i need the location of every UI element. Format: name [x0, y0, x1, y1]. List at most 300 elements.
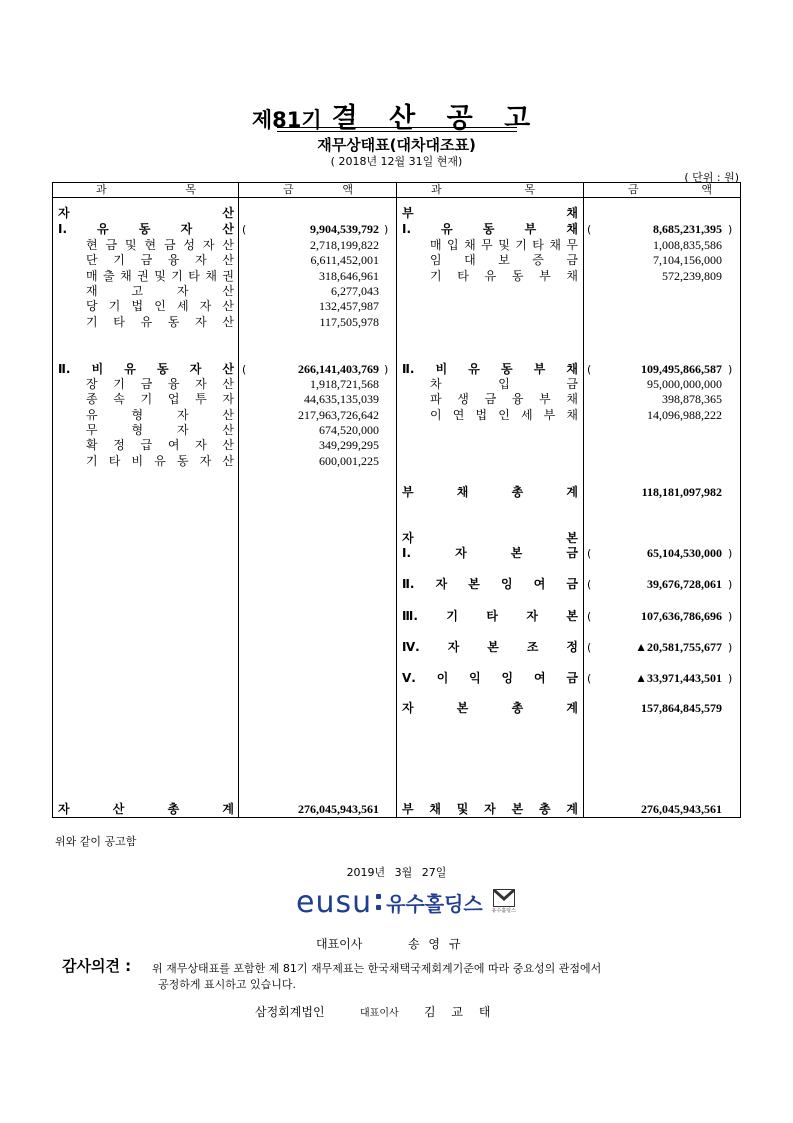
label-char: 정: [566, 639, 578, 654]
label-char: 산: [222, 407, 234, 422]
label-char: 부: [524, 222, 537, 236]
label-char: 잉: [501, 671, 514, 686]
asset-item-label: [86, 392, 234, 407]
label-char: 유: [140, 314, 153, 329]
liability-item-label: [430, 377, 578, 392]
label-char: 타: [457, 268, 469, 283]
label-char: Ⅰ.: [402, 222, 412, 236]
statement-subtitle: 재무상태표(대차대조표): [317, 136, 476, 154]
noncurrent-assets-heading: [58, 362, 234, 377]
label-char: 본: [468, 577, 480, 592]
asset-item-amount: 349,299,295: [319, 438, 379, 453]
assets-section-heading: [58, 206, 234, 221]
label-char: 자: [58, 206, 70, 220]
asset-item-label: [86, 253, 234, 268]
close-paren: ): [728, 578, 733, 592]
header-char: 목: [185, 183, 196, 196]
label-char: 및: [124, 238, 137, 252]
title-underline-2: [277, 131, 517, 132]
header-subject-left: [96, 183, 196, 197]
label-char: 융: [167, 377, 180, 391]
liability-item-amount: 1,008,835,586: [653, 238, 722, 252]
logo-mark-text: 유수홀딩스: [491, 908, 516, 914]
label-char: 및: [154, 268, 166, 283]
label-char: 채: [456, 485, 469, 499]
audit-opinion-line-1: 위 재무상태표를 포함한 제 81기 재무제표는 한국채택국제회계기준에 따라 중요성의 관점에서: [152, 962, 602, 975]
label-char: 본: [456, 701, 469, 715]
label-char: Ⅳ.: [402, 639, 420, 654]
label-char: 부: [533, 362, 546, 376]
close-paren: ): [728, 640, 733, 654]
total-equity-label: [402, 701, 578, 716]
label-char: 자: [199, 453, 212, 468]
total-liabilities-label: [402, 485, 578, 500]
label-char: 자: [180, 222, 193, 236]
label-char: 동: [156, 362, 169, 376]
label-char: 인: [498, 407, 510, 422]
header-subject-right: [431, 183, 535, 197]
label-char: 채: [566, 407, 578, 422]
label-char: 형: [131, 422, 144, 437]
open-paren: (: [587, 672, 592, 686]
asset-item-amount: 117,505,978: [319, 314, 379, 329]
label-char: 채: [566, 362, 578, 376]
label-char: 자: [195, 377, 207, 391]
label-char: Ⅱ.: [402, 577, 415, 592]
audit-firm-ceo-title: 대표이사: [360, 1008, 399, 1019]
label-char: 동: [511, 268, 524, 283]
label-char: 채: [566, 268, 578, 283]
label-char: 여: [533, 671, 546, 686]
equity-item-amount: ▲33,971,443,501: [635, 671, 722, 686]
label-char: 임: [430, 253, 442, 268]
label-char: 본: [511, 802, 524, 816]
label-char: 타: [188, 268, 200, 283]
label-char: 조: [526, 639, 539, 654]
label-char: 자: [402, 701, 414, 715]
label-char: 본: [566, 531, 578, 545]
label-char: 기: [86, 453, 98, 468]
label-char: 단: [86, 253, 98, 268]
liability-item-label: [430, 408, 578, 423]
label-char: 무: [86, 422, 98, 437]
label-char: 기: [171, 268, 183, 283]
label-char: Ⅱ.: [402, 362, 415, 376]
asset-item-amount: 2,718,199,822: [310, 238, 379, 252]
audit-firm: 삼정회계법인: [255, 1005, 325, 1019]
label-char: 자: [447, 639, 460, 654]
label-char: 자: [199, 299, 212, 314]
label-char: 및: [498, 238, 510, 252]
label-char: 산: [222, 222, 234, 236]
ceo-name: 송 영 규: [408, 937, 461, 951]
title-underline: [277, 127, 517, 128]
label-char: 유: [441, 222, 453, 236]
label-char: 현: [144, 238, 157, 252]
label-char: 본: [566, 608, 578, 623]
open-paren: (: [587, 223, 592, 236]
label-char: 산: [222, 438, 234, 453]
equity-item-label: [402, 577, 578, 592]
logo-korean: 유수홀딩스: [386, 891, 483, 916]
liability-item-amount: 14,096,988,222: [647, 407, 722, 422]
label-char: 타: [113, 314, 125, 329]
header-amount-right: [628, 183, 712, 197]
label-char: 매: [86, 268, 98, 283]
label-char: 동: [167, 314, 180, 329]
label-char: 동: [138, 222, 151, 236]
label-char: 산: [112, 802, 125, 816]
total-equity-amount: 157,864,845,579: [641, 701, 722, 715]
label-char: 본: [487, 639, 499, 654]
label-char: 정: [113, 438, 125, 453]
column-divider: [396, 182, 397, 818]
label-char: 무: [566, 238, 578, 252]
asset-item-amount: 132,457,987: [319, 299, 379, 314]
asset-item-label: [86, 284, 234, 299]
label-char: 자: [195, 314, 207, 329]
label-char: Ⅱ.: [58, 362, 71, 376]
label-char: 총: [511, 485, 524, 499]
label-char: 자: [526, 608, 538, 623]
notice-text: 위와 같이 공고함: [55, 835, 137, 848]
label-char: 여: [167, 438, 180, 453]
liability-item-label: [430, 253, 578, 268]
label-char: 계: [566, 802, 578, 816]
label-char: 채: [566, 222, 578, 236]
asset-item-amount: 318,646,961: [319, 268, 379, 283]
open-paren: (: [587, 363, 592, 376]
label-char: 산: [222, 453, 234, 468]
title-text: 결 산 공 고: [331, 103, 542, 134]
label-char: 산: [222, 206, 234, 220]
label-char: 금: [163, 238, 176, 252]
label-char: 자: [435, 577, 448, 592]
label-char: 재: [86, 283, 98, 298]
label-char: 보: [498, 253, 510, 268]
label-char: 산: [222, 377, 234, 391]
label-char: 산: [222, 299, 234, 314]
close-paren: ): [728, 609, 733, 623]
header-char: 금: [283, 183, 294, 196]
label-char: 장: [86, 377, 98, 391]
label-char: 산: [222, 422, 234, 437]
close-paren: ): [728, 223, 733, 236]
equity-section-heading: [402, 531, 578, 546]
asset-item-label: [86, 299, 234, 314]
asset-item-label: [86, 269, 234, 284]
audit-opinion-label: 감사의견 :: [62, 957, 132, 975]
label-char: 차: [430, 377, 442, 391]
label-char: 부: [539, 392, 551, 407]
total-liabilities-equity-label: [402, 802, 578, 817]
column-divider: [238, 182, 239, 818]
liabilities-section-heading: [402, 206, 578, 221]
label-char: 세: [520, 407, 533, 422]
label-char: 권: [222, 268, 234, 283]
header-char: 목: [524, 183, 535, 196]
notice-title: [0, 96, 793, 135]
label-char: 동: [482, 222, 495, 236]
label-char: 계: [566, 701, 578, 715]
label-char: 기: [140, 392, 153, 407]
label-char: Ⅲ.: [402, 608, 418, 623]
label-char: 자: [195, 253, 207, 268]
label-char: 여: [533, 577, 546, 592]
header-char: 과: [96, 183, 107, 196]
label-char: 부: [539, 268, 551, 283]
label-char: 금: [140, 253, 153, 268]
label-char: 채: [429, 802, 441, 816]
label-char: 총: [511, 701, 524, 715]
label-char: 금: [566, 671, 578, 686]
label-char: 법: [131, 299, 144, 314]
open-paren: (: [587, 640, 592, 654]
label-char: 금: [484, 392, 497, 407]
label-char: 잉: [500, 577, 513, 592]
liability-item-label: [430, 238, 578, 253]
equity-item-amount: 39,676,728,061: [647, 577, 722, 592]
label-char: 자: [484, 802, 496, 816]
label-char: 현: [86, 238, 98, 252]
label-char: 동: [176, 453, 189, 468]
label-char: 채: [566, 206, 578, 220]
label-char: 유: [154, 453, 166, 468]
label-char: 증: [532, 253, 544, 268]
label-char: 채: [205, 268, 217, 283]
label-char: 비: [91, 362, 104, 376]
label-char: 고: [131, 283, 144, 298]
label-char: 및: [456, 802, 469, 816]
asset-item-label: [86, 238, 234, 253]
logo-colon-icon: [376, 892, 381, 912]
header-char: 액: [701, 183, 712, 196]
label-char: 계: [566, 485, 578, 499]
label-char: 산: [222, 253, 234, 268]
label-char: 자: [176, 422, 189, 437]
noncurrent-liabilities-heading: [402, 362, 578, 377]
notice-date: 2019년 3월 27일: [346, 866, 447, 879]
label-char: 이: [430, 407, 442, 422]
asset-item-label: [86, 408, 234, 423]
label-char: 업: [167, 392, 180, 407]
close-paren: ): [384, 223, 389, 236]
label-char: 금: [105, 238, 118, 252]
label-char: Ⅰ.: [58, 222, 68, 236]
asset-item-amount: 6,277,043: [331, 283, 379, 298]
label-char: 타: [108, 453, 121, 468]
label-char: 생: [457, 392, 469, 407]
label-char: 익: [469, 671, 481, 686]
label-char: 비: [131, 453, 144, 468]
label-char: 성: [183, 238, 196, 252]
label-char: 유: [484, 268, 497, 283]
label-char: 자: [222, 392, 234, 407]
liability-item-amount: 398,878,365: [662, 392, 722, 407]
label-char: 자: [202, 238, 215, 252]
close-paren: ): [728, 363, 733, 376]
liability-item-label: [430, 392, 578, 407]
label-char: 부: [402, 206, 414, 220]
label-char: 타: [532, 238, 544, 252]
label-char: 계: [222, 802, 234, 816]
equity-item-amount: ▲20,581,755,677: [635, 639, 722, 654]
label-char: 입: [498, 377, 510, 391]
label-char: 산: [222, 283, 234, 298]
equity-item-label: [402, 671, 578, 686]
label-char: 확: [86, 438, 98, 453]
unit-label: ( 단위 : 원): [684, 171, 739, 184]
label-char: 파: [430, 392, 442, 407]
label-char: 무: [481, 238, 493, 252]
statement-date: ( 2018년 12월 31일 현재): [330, 155, 463, 168]
label-char: 법: [475, 407, 488, 422]
total-liabilities-equity-amount: 276,045,943,561: [641, 802, 722, 816]
label-char: 채: [549, 238, 561, 252]
label-char: 출: [103, 268, 115, 283]
label-char: 기: [515, 238, 527, 252]
label-char: 투: [195, 392, 207, 407]
liability-item-amount: 95,000,000,000: [647, 377, 722, 391]
label-char: 자: [58, 802, 70, 816]
label-char: 종: [86, 392, 98, 407]
asset-item-amount: 6,611,452,001: [310, 253, 379, 268]
label-char: 타: [486, 608, 498, 623]
asset-item-label: [86, 438, 234, 453]
label-char: 기: [446, 608, 458, 623]
asset-item-amount: 600,001,225: [319, 453, 379, 468]
header-char: 금: [628, 183, 639, 196]
label-char: 부: [402, 485, 414, 499]
open-paren: (: [587, 609, 592, 623]
label-char: 유: [97, 222, 109, 236]
column-divider: [583, 182, 584, 818]
company-logo: [296, 884, 515, 920]
label-char: 대: [464, 253, 476, 268]
equity-item-label: [402, 640, 578, 655]
label-char: 세: [176, 299, 189, 314]
current-liabilities-total: 8,685,231,395: [653, 222, 722, 236]
label-char: 금: [566, 577, 578, 592]
label-char: 급: [140, 438, 153, 453]
asset-item-label: [86, 377, 234, 392]
audit-opinion-line-2: 공정하게 표시하고 있습니다.: [158, 978, 297, 991]
label-char: 연: [452, 407, 465, 422]
label-char: 자: [176, 283, 189, 298]
current-liabilities-heading: [402, 222, 578, 237]
asset-item-amount: 1,918,721,568: [310, 377, 379, 391]
label-char: 기: [113, 377, 125, 391]
label-char: 총: [167, 802, 180, 816]
label-char: 유: [86, 407, 98, 422]
asset-item-amount: 44,635,135,039: [304, 392, 379, 407]
label-char: 입: [447, 238, 459, 252]
label-char: 속: [113, 392, 125, 407]
current-assets-heading: [58, 222, 234, 237]
current-assets-total: 9,904,539,792: [310, 222, 379, 236]
label-char: 비: [435, 362, 448, 376]
label-char: 금: [140, 377, 153, 391]
label-char: 권: [137, 268, 149, 283]
open-paren: (: [587, 547, 592, 560]
label-char: 형: [131, 407, 144, 422]
asset-item-amount: 674,520,000: [319, 422, 379, 437]
logo-latin: eusu: [296, 884, 373, 920]
liability-item-amount: 572,239,809: [662, 268, 722, 283]
label-char: 기: [430, 268, 442, 283]
equity-item-amount: 107,636,786,696: [641, 608, 722, 623]
close-paren: ): [728, 672, 733, 686]
header-amount-left: [283, 183, 353, 197]
label-char: 산: [222, 238, 234, 252]
noncurrent-liabilities-total: 109,495,866,587: [641, 362, 722, 376]
label-char: Ⅴ.: [402, 671, 416, 686]
total-liabilities-amount: 118,181,097,982: [641, 485, 722, 499]
label-char: 금: [566, 253, 578, 268]
label-char: Ⅰ.: [402, 546, 412, 560]
label-char: 총: [538, 802, 551, 816]
logo-mark-icon: [493, 889, 515, 915]
label-char: 채: [566, 392, 578, 407]
label-char: 기: [86, 314, 98, 329]
label-char: 본: [510, 546, 523, 560]
close-paren: ): [728, 547, 733, 560]
label-char: 융: [167, 253, 180, 268]
total-assets-amount: 276,045,943,561: [298, 802, 379, 816]
label-char: 금: [566, 377, 578, 391]
open-paren: (: [587, 578, 592, 592]
period-label: 제81기: [251, 108, 322, 132]
ceo-title: 대표이사: [316, 937, 363, 951]
open-paren: (: [242, 363, 247, 376]
label-char: 산: [222, 314, 234, 329]
label-char: 채: [120, 268, 132, 283]
label-char: 유: [468, 362, 480, 376]
label-char: 자: [176, 407, 189, 422]
equity-item-label: [402, 609, 578, 624]
audit-firm-ceo-name: 김 교 태: [424, 1005, 491, 1019]
label-char: 인: [154, 299, 166, 314]
label-char: 부: [543, 407, 556, 422]
asset-item-label: [86, 315, 234, 330]
liability-item-amount: 7,104,156,000: [653, 253, 722, 268]
asset-item-amount: 217,963,726,642: [298, 407, 379, 422]
label-char: 융: [511, 392, 524, 407]
label-char: 자: [455, 546, 467, 560]
label-char: 채: [464, 238, 476, 252]
equity-item-amount: 65,104,530,000: [647, 546, 722, 560]
label-char: 부: [402, 802, 414, 816]
open-paren: (: [242, 223, 247, 236]
label-char: 이: [436, 671, 449, 686]
label-char: 매: [430, 238, 442, 252]
label-char: 자: [195, 438, 207, 453]
label-char: 자: [402, 531, 414, 545]
label-char: 동: [500, 362, 513, 376]
close-paren: ): [384, 363, 389, 376]
label-char: 당: [86, 299, 98, 314]
noncurrent-assets-total: 266,141,403,769: [298, 362, 379, 376]
label-char: 기: [113, 253, 125, 268]
label-char: 자: [189, 362, 202, 376]
asset-item-label: [86, 454, 234, 469]
label-char: 산: [222, 362, 234, 376]
equity-item-label: [402, 546, 578, 561]
label-char: 유: [124, 362, 136, 376]
total-assets-label: [58, 802, 234, 817]
header-char: 액: [342, 183, 353, 196]
label-char: 기: [108, 299, 121, 314]
